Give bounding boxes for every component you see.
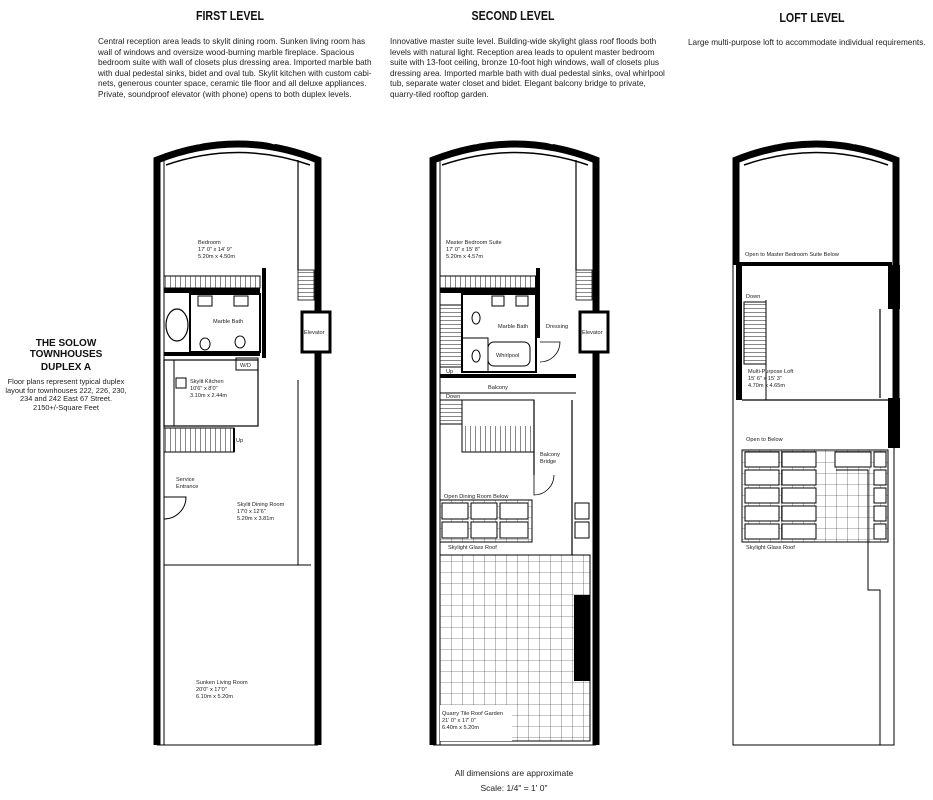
- label-up: Up: [236, 438, 244, 444]
- first-level-plan: [157, 138, 330, 745]
- first-room-labels: [176, 240, 325, 700]
- label-dining: Skylit Dining Room: [237, 502, 285, 508]
- label-open-master: Open to Master Bedroom Suite Below: [745, 252, 839, 258]
- second-closets: [440, 276, 536, 288]
- second-stair-up: [440, 305, 462, 367]
- label-garden-ft: 21' 0" x 17' 0": [442, 718, 476, 724]
- building-note: Floor plans represent typical duplex layout for townhouses 222, 226, 230, 234 and 242 East 67 Street. 2150+/-Square Feet: [5, 377, 127, 412]
- loft-level-header: LOFT LEVEL: [779, 10, 845, 25]
- label-wd: W/D: [240, 363, 251, 369]
- label-loft-skylight: Skylight Glass Roof: [746, 545, 795, 551]
- label-loft-m: 4.70m x 4.65m: [748, 383, 785, 389]
- label-kitchen-ft: 10'6" x 8'0": [190, 386, 218, 392]
- first-level-header: FIRST LEVEL: [195, 8, 265, 23]
- loft-stair: [744, 302, 766, 364]
- label-bridge-2: Bridge: [540, 459, 557, 465]
- label-bridge: Balcony: [540, 452, 560, 458]
- label-dressing: Dressing: [546, 324, 569, 330]
- label-service: Service: [176, 477, 195, 483]
- label-bedroom-m: 5.20m x 4.50m: [198, 254, 235, 260]
- label-living: Sunken Living Room: [196, 680, 248, 686]
- label-kitchen-m: 3.10m x 2.44m: [190, 393, 227, 399]
- label-whirlpool: Whirlpool: [496, 353, 520, 359]
- first-closets: [164, 276, 260, 288]
- dimensions-note: All dimensions are approximate: [454, 768, 574, 778]
- label-master-ft: 17' 0" x 15' 8": [446, 247, 480, 253]
- label-bedroom: Bedroom: [198, 240, 221, 246]
- second-level-description: Innovative master suite level. Building-wide skylight glass roof floods both levels with natural light. Reception area leads to opulent master bedroom suite with 13-foot ceiling, bronze 10-foot high windows, wall of closets plus dressing area. Imported marble bath with dual pedestal sinks, oval whirlpool tub, separate water closet and bidet. Elegant balcony bridge to private, quarry-tiled rooftop garden.: [390, 37, 665, 99]
- loft-level-description: Large multi-purpose loft to accommodate individual requirements.: [688, 38, 926, 47]
- label-master-m: 5.20m x 4.57m: [446, 254, 483, 260]
- first-service-door: [164, 497, 186, 519]
- second-level-header: SECOND LEVEL: [471, 8, 555, 23]
- label-bedroom-ft: 17' 0" x 14' 9": [198, 247, 232, 253]
- label-living-ft: 20'0" x 17'0": [196, 687, 227, 693]
- label-master: Master Bedroom Suite: [446, 240, 502, 246]
- building-unit: DUPLEX A: [40, 362, 92, 373]
- label-second-down: Down: [446, 394, 461, 400]
- label-garden-m: 6.40m x 5.20m: [442, 725, 479, 731]
- scale-note: Scale: 1/4" = 1' 0": [480, 783, 548, 793]
- label-dining-m: 5.20m x 3.81m: [237, 516, 274, 522]
- label-garden: Quarry Tile Roof Garden: [442, 711, 503, 717]
- label-open-dining: Open Dining Room Below: [444, 494, 509, 500]
- label-living-m: 6.10m x 5.20m: [196, 694, 233, 700]
- label-dining-ft: 17'0 x 12'6": [237, 509, 266, 515]
- loft-skylight: [742, 450, 888, 745]
- label-balcony: Balcony: [488, 385, 508, 391]
- loft-level-plan: [733, 138, 900, 745]
- first-level-description: Central reception area leads to skylit dining room. Sunken living room has wall of windows and oversize wood-burning marble fireplace. Spacious bedroom suite with wall of closets plus dressing area. Imported marble bath with dual pedestal sinks, bidet and oval tub. Skylit kitchen with custom cabi- nets, generous counter space, ceramic tile floor and all deluxe appliances. Private, soundproof elevator (with phone) opens to both duplex levels.: [98, 37, 372, 99]
- second-level-plan: [433, 138, 608, 745]
- label-open-below: Open to Below: [746, 437, 783, 443]
- label-loft-down: Down: [746, 294, 761, 300]
- label-entrance: Entrance: [176, 484, 199, 490]
- label-kitchen: Skylit Kitchen: [190, 379, 224, 385]
- label-loft: Multi-Purpose Loft: [748, 369, 794, 375]
- label-second-skylight: Skylight Glass Roof: [448, 545, 497, 551]
- first-stair: [164, 428, 234, 452]
- label-loft-ft: 15' 6" x 15' 3": [748, 376, 782, 382]
- label-second-bath: Marble Bath: [498, 324, 529, 330]
- label-second-elevator: Elevator: [582, 330, 603, 336]
- label-second-up: Up: [446, 369, 454, 375]
- label-marble-bath: Marble Bath: [213, 319, 244, 325]
- label-elevator: Elevator: [304, 330, 325, 336]
- building-name: THE SOLOW TOWNHOUSES: [29, 338, 103, 360]
